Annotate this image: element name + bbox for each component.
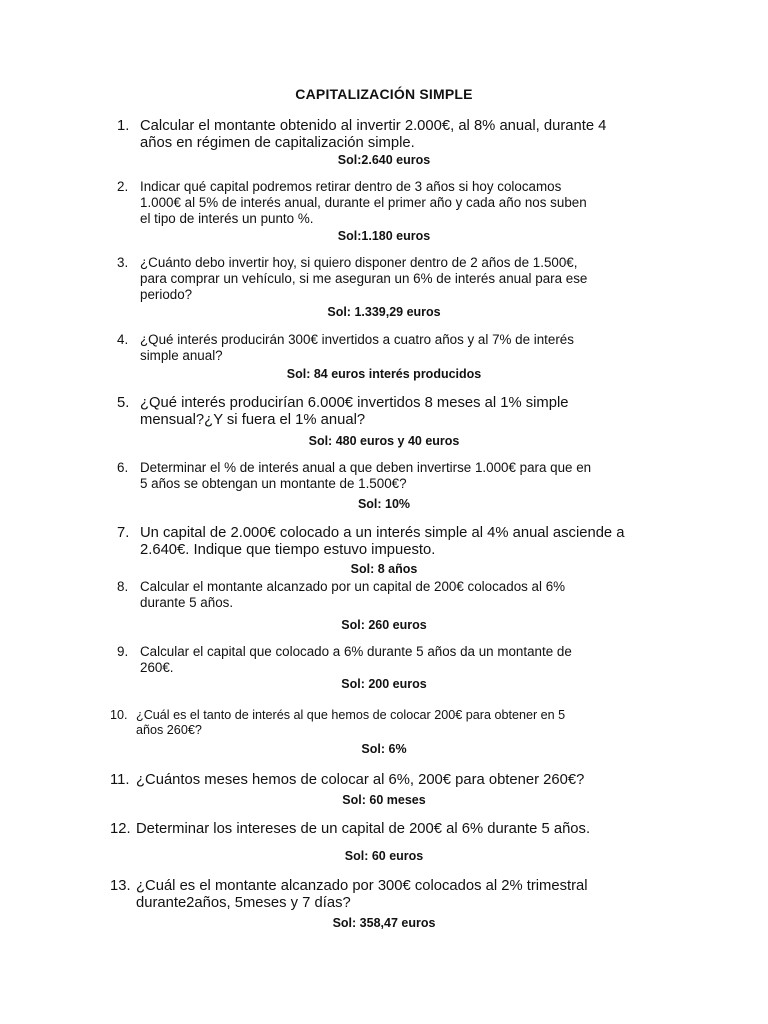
problem-4-text: ¿Qué interés producirán 300€ invertidos a cuatro años y al 7% de interés simple anual? [140,332,574,363]
problem-5-number: 5. [117,395,130,411]
problem-1-text: Calcular el montante obtenido al invertir 2.000€, al 8% anual, durante 4 años en régimen de capitalización simple. [140,118,607,151]
problem-2-number: 2. [117,179,129,194]
problem-3-number: 3. [117,255,129,270]
problem-8-question [110,579,670,611]
problem-2-solution: Sol:1.180 euros [337,229,431,243]
problem-6-question [110,460,670,492]
problem-7-number: 7. [117,525,130,541]
page-title: CAPITALIZACIÓN SIMPLE [295,86,473,102]
problem-4-number: 4. [117,332,129,347]
problem-6-text: Determinar el % de interés anual a que deben invertirse 1.000€ para que en 5 años se obtengan un montante de 1.500€? [140,460,592,491]
problem-9-number: 9. [117,644,129,659]
problem-1-number: 1. [117,118,130,134]
problem-11-number: 11. [110,772,130,788]
problem-13-question [110,878,670,911]
problem-11-solution: Sol: 60 meses [342,793,426,807]
problem-12-text: Determinar los intereses de un capital de 200€ al 6% durante 5 años. [136,821,591,837]
problem-7-solution: Sol: 8 años [350,562,418,576]
problem-11-question [110,772,670,789]
problem-7-text: Un capital de 2.000€ colocado a un interés simple al 4% anual asciende a 2.640€. Indique que tiempo estuvo impuesto. [140,525,625,558]
problem-4-question [110,332,670,364]
problem-13-text: ¿Cuál es el montante alcanzado por 300€ colocados al 2% trimestral durante2años, 5meses y 7 días? [136,878,588,911]
problem-9-solution: Sol: 200 euros [341,677,427,691]
problem-12-number: 12. [110,821,131,837]
problem-11-text: ¿Cuántos meses hemos de colocar al 6%, 200€ para obtener 260€? [136,772,585,788]
problem-9-text: Calcular el capital que colocado a 6% durante 5 años da un montante de 260€. [140,644,572,675]
problem-3-text: ¿Cuánto debo invertir hoy, si quiero disponer dentro de 2 años de 1.500€, para comprar un vehículo, si me aseguran un 6% de interés anual para ese periodo? [140,255,588,302]
problem-5-text: ¿Qué interés producirían 6.000€ invertidos 8 meses al 1% simple mensual?¿Y si fuera el 1% anual? [140,395,569,428]
problem-13-number: 13. [110,878,131,894]
problem-10-question [110,708,670,738]
problem-8-solution: Sol: 260 euros [341,618,427,632]
problem-3-question [110,255,670,303]
problem-2-question [110,179,670,227]
problem-2-text: Indicar qué capital podremos retirar dentro de 3 años si hoy colocamos 1.000€ al 5% de interés anual, durante el primer año y cada año nos suben el tipo de interés un punto %. [140,179,587,226]
problem-10-number: 10. [110,708,128,722]
problem-10-solution: Sol: 6% [361,742,407,756]
problem-3-solution: Sol: 1.339,29 euros [327,305,441,319]
problem-10-text: ¿Cuál es el tanto de interés al que hemos de colocar 200€ para obtener en 5 años 260€? [136,708,566,737]
problem-8-number: 8. [117,579,129,594]
problem-5-solution: Sol: 480 euros y 40 euros [308,434,460,448]
problem-6-number: 6. [117,460,129,475]
problem-6-solution: Sol: 10% [357,497,411,511]
problem-12-solution: Sol: 60 euros [344,849,424,863]
problem-7-question [110,525,670,558]
problem-13-solution: Sol: 358,47 euros [332,916,436,930]
problem-5-question [110,395,670,428]
problem-8-text: Calcular el montante alcanzado por un capital de 200€ colocados al 6% durante 5 años. [140,579,566,610]
problem-4-solution: Sol: 84 euros interés producidos [286,367,482,381]
problem-9-question [110,644,670,676]
problem-12-question [110,821,670,838]
problem-1-question [110,118,670,151]
problem-1-solution: Sol:2.640 euros [337,153,431,167]
